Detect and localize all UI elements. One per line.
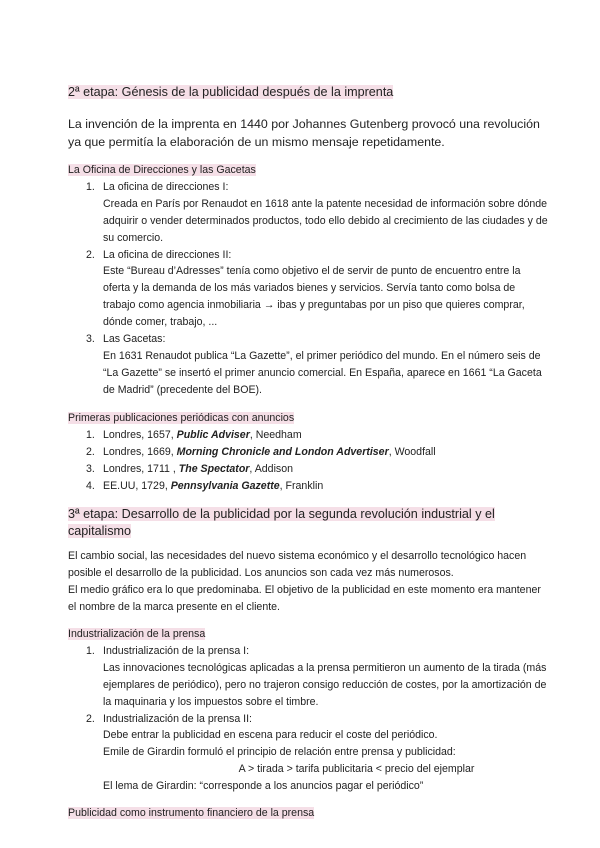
stage3-heading: 3ª etapa: Desarrollo de la publicidad por la segunda revolución industrial y el capitalismo	[68, 507, 495, 538]
girardin-formula: A > tirada > tarifa publicitaria < precio del ejemplar	[238, 763, 475, 776]
primeras-list	[68, 427, 550, 495]
industrializacion-section	[68, 626, 550, 795]
list-item: 2. Industrialización de la prensa II: Debe entrar la publicidad en escena para reducir el coste del periódico. Emile de Girardin formuló el principio de relación entre prensa y publicidad: A > tirada > tarifa publicitaria < precio del ejemplar El lema de Girardin: “corresponde a los anuncios pagar el periódico”	[68, 711, 550, 796]
stage2-heading: 2ª etapa: Génesis de la publicidad después de la imprenta	[68, 85, 394, 99]
industrializacion-title: Industrialización de la prensa	[68, 628, 206, 640]
primeras-section	[68, 410, 550, 495]
list-item: 3. Las Gacetas: En 1631 Renaudot publica “La Gazette”, el primer periódico del mundo. En el número seis de “La Gazette” se insertó el primer anuncio comercial. En España, aparece en 1661 “La Gaceta de Madrid” (precedente del BOE).	[86, 333, 542, 396]
oficina-title: La Oficina de Direcciones y las Gacetas	[68, 164, 256, 176]
stage2-intro: La invención de la imprenta en 1440 por Johannes Gutenberg provocó una revolución ya que permitía la elaboración de un mismo mensaje repetidamente.	[68, 117, 540, 149]
financiero-title: Publicidad como instrumento financiero de la prensa	[68, 807, 315, 819]
list-item: 4. EE.UU, 1729, Pennsylvania Gazette, Franklin	[86, 479, 324, 492]
primeras-title: Primeras publicaciones periódicas con anuncios	[68, 412, 295, 424]
oficina-section	[68, 162, 550, 399]
list-item: 1. Industrialización de la prensa I: Las innovaciones tecnológicas aplicadas a la prensa permitieron un aumento de la tirada (más ejemplares de periódico), pero no trajeron consigo reducción de costes, por la amortización de la maquinaria y los impuestos sobre el timbre.	[86, 644, 547, 708]
list-item: 1. La oficina de direcciones I: Creada en París por Renaudot en 1618 ante la patente necesidad de información sobre dónde adquirir o vender determinados productos, todo ello debido al crecimiento de las ciudades y de su comercio.	[86, 180, 548, 244]
oficina-list	[68, 179, 550, 399]
list-item: 2. La oficina de direcciones II: Este “Bureau d’Adresses” tenía como objetivo el de servir de punto de encuentro entre la oferta y la demanda de los más variados bienes y servicios. Servía tanto como bolsa de trabajo como agencia inmobiliaria → ibas y preguntabas por un piso que quieres comprar, dónde comer, trabajo, ...	[86, 248, 525, 329]
list-item: 1. Londres, 1657, Public Adviser, Needham	[86, 428, 302, 441]
stage3-intro: El cambio social, las necesidades del nuevo sistema económico y el desarrollo tecnológico hacen posible el desarrollo de la publicidad. Los anuncios son cada vez más numerosos. El medio gráfico era lo que predominaba. El objetivo de la publicidad en este momento era mantener el nombre de la marca presente en el cliente.	[68, 550, 541, 613]
list-item: 2. Londres, 1669, Morning Chronicle and London Advertiser, Woodfall	[86, 445, 436, 458]
list-item: 3. Londres, 1711 , The Spectator, Addison	[86, 462, 294, 475]
